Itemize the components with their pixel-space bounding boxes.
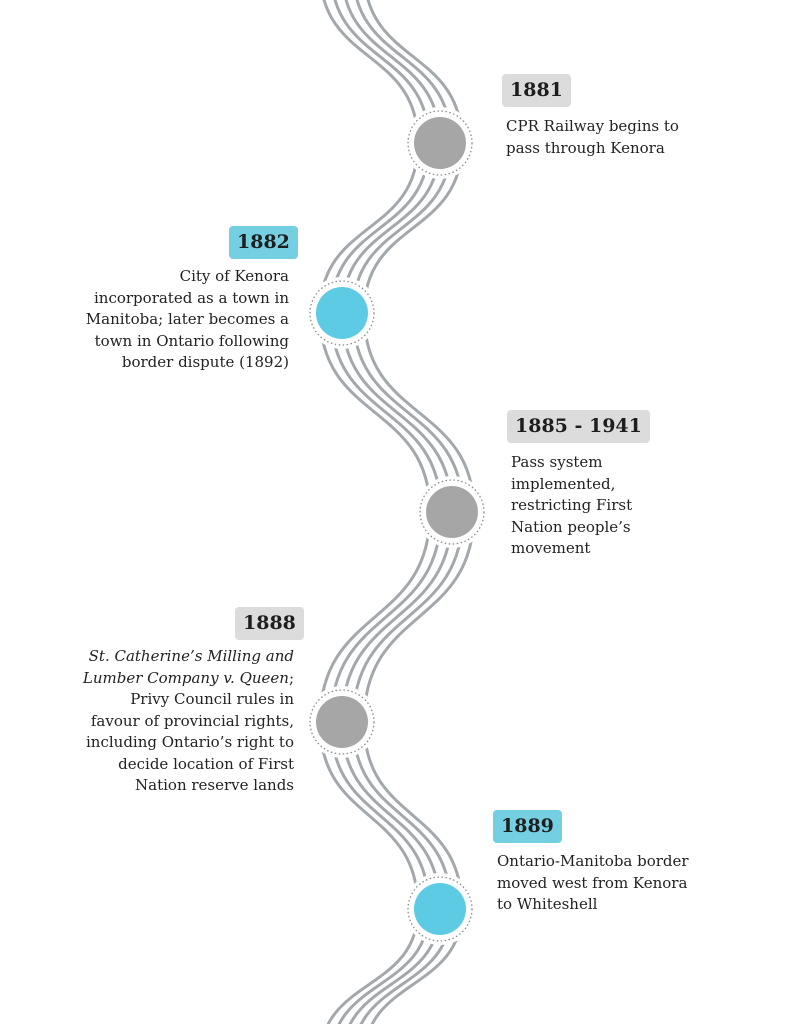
- event-description-1889: [497, 851, 689, 916]
- year-badge-1882: 1882: [229, 226, 298, 259]
- event-line: Ontario-Manitoba border: [497, 852, 689, 870]
- event-line: to Whiteshell: [497, 895, 598, 913]
- event-text: ;: [288, 668, 294, 687]
- timeline-dot-1882: [306, 277, 378, 349]
- event-line: [83, 646, 294, 668]
- wave-line: [320, 0, 418, 143]
- event-line: town in Ontario following: [94, 331, 289, 350]
- event-line: pass through Kenora: [506, 138, 665, 157]
- case-title: St. Catherine’s Milling and: [88, 647, 294, 665]
- timeline-dot-1881: [404, 107, 476, 179]
- event-line: Pass system: [511, 453, 603, 471]
- event-line: moved west from Kenora: [497, 873, 688, 892]
- event-line: movement: [511, 539, 591, 557]
- event-line: incorporated as a town in: [94, 288, 289, 307]
- event-line: City of Kenora: [179, 267, 289, 285]
- event-line: restricting First: [511, 496, 633, 514]
- event-line: Nation people’s: [511, 517, 631, 536]
- event-line: Nation reserve lands: [135, 776, 294, 794]
- event-line: Privy Council rules in: [130, 690, 294, 708]
- year-badge-1881: 1881: [502, 74, 571, 107]
- event-line: decide location of First: [118, 754, 294, 773]
- dot-fill: [316, 287, 368, 339]
- dot-fill: [414, 117, 466, 169]
- event-line: [83, 668, 294, 690]
- case-title: Lumber Company v. Queen: [82, 668, 289, 687]
- timeline-dot-1885-1941: [416, 476, 488, 548]
- timeline-dot-1889: [404, 873, 476, 945]
- event-line: border dispute (1892): [121, 353, 289, 371]
- dot-fill: [316, 696, 368, 748]
- event-description-1885-1941: [511, 452, 632, 560]
- event-line: CPR Railway begins to: [506, 117, 679, 135]
- year-badge-1885-1941: 1885 - 1941: [507, 410, 650, 443]
- timeline-dot-1888: [306, 686, 378, 758]
- event-line: Manitoba; later becomes a: [85, 310, 289, 328]
- year-badge-1888: 1888: [235, 607, 304, 640]
- event-description-1881: [506, 116, 679, 159]
- event-line: implemented,: [511, 474, 616, 493]
- dot-fill: [414, 883, 466, 935]
- dot-fill: [426, 486, 478, 538]
- event-description-1888: [83, 646, 294, 797]
- event-line: including Ontario’s right to: [86, 733, 294, 751]
- year-badge-1889: 1889: [493, 810, 562, 843]
- event-description-1882: [86, 266, 289, 374]
- event-line: favour of provincial rights,: [90, 711, 294, 730]
